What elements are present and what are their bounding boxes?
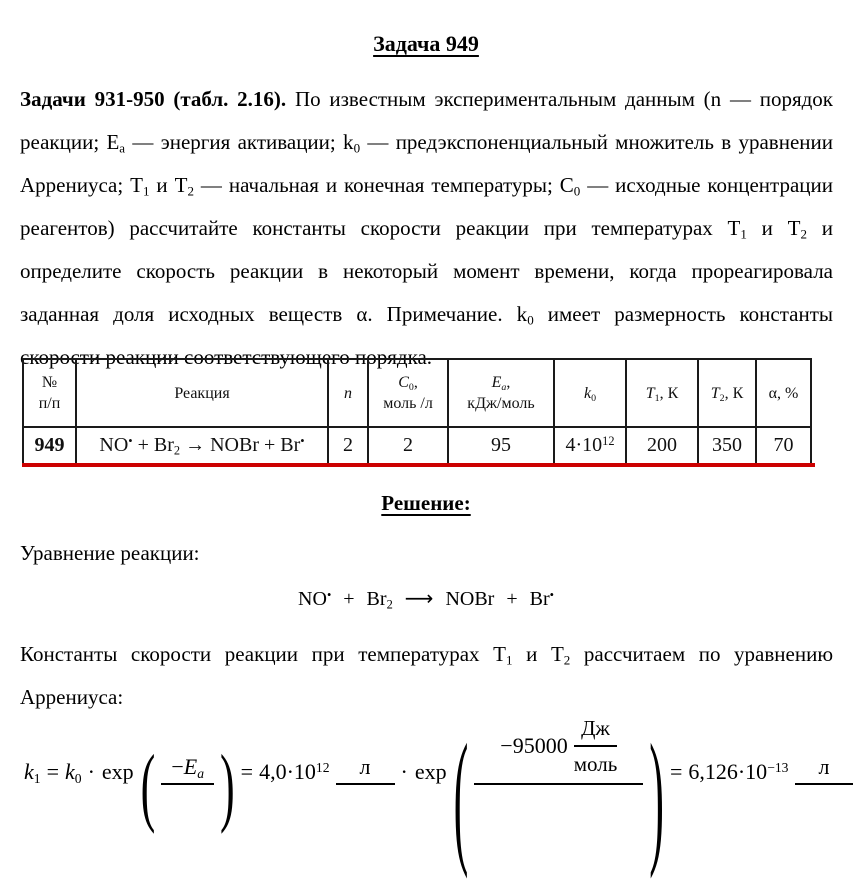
table-header-order: n [328,359,368,427]
table-header-number: № п/п [23,359,76,427]
energy-value: −95000 [500,733,567,759]
table-header-ea: Ea, кДж/моль [448,359,554,427]
problem-title: Задача 949 [0,31,852,57]
cell-number: 949 [23,427,76,464]
table-header-c0: $C_0$, моль /л [368,359,448,427]
table-header-k0: $k_0$ [554,359,626,427]
open-paren: ( [141,739,156,835]
close-paren: ) [220,739,235,835]
close-paren-2: ) [649,717,664,880]
table-header-alpha: α, % [756,359,811,427]
cell-order: 2 [328,427,368,464]
equation-label: Уравнение реакции: [20,541,200,566]
solution-heading: Решение: [0,491,852,516]
cell-t2: 350 [698,427,756,464]
table-header-t1: $T_1$, К [626,359,698,427]
formula-k1: $k_1$ [24,759,41,785]
exp-function-2: exp [415,759,447,785]
cell-c0: 2 [368,427,448,464]
arrhenius-formula [24,694,853,785]
fraction-exponent-argument [474,713,643,785]
table-header-row [23,359,811,427]
result-value: $6,126\cdot 10^{-13}$ [688,759,788,785]
fraction-activation-energy: −Ea [161,754,214,785]
table-header-reaction: Реакция [76,359,328,427]
intro-paragraph: Задачи 931-950 (табл. 2.16). По известным экспериментальным данным (n — порядок реакции; $E_a$ — энергия активации; $k_0$ — предэкспоненциальный множитель в уравнении Аррениуса; $Т_1$ и $Т_2$ — начальная и конечная температуры; $С_0$ — исходные концентрации реагентов) рассчитайте константы скорости реакции при температурах $Т_1$ и $Т_2$ и определите скорость реакции в некоторый момент времени, когда прореагировала заданная доля исходных веществ α. Примечание. $k_0$ имеет размерность константы скорости реакции соответствующего порядка. [20,78,833,379]
table-header-t2: $T_2$, К [698,359,756,427]
fraction-liters-unit: л [336,754,395,785]
open-paren-2: ( [454,717,469,880]
arrhenius-paragraph: Константы скорости реакции при температурах $Т_1$ и $Т_2$ рассчитаем по уравнению Аррениуса: [20,633,833,719]
preexponential-value: $4,0\cdot 10^{12}$ [259,759,329,785]
cell-alpha: 70 [756,427,811,464]
cell-reaction: $NO^• + Br_2$ → NOBr + Br• [76,427,328,464]
reaction-equation: $NO^• + Br_2$ ⟶ NOBr + Br• [0,586,852,611]
table-row [23,427,811,464]
exp-function: exp [102,759,134,785]
equals-sign-2: = [241,759,253,785]
red-underline-divider [22,463,815,467]
cell-k0: $4\cdot 10^{12}$ [554,427,626,464]
cell-ea: 95 [448,427,554,464]
cell-t1: 200 [626,427,698,464]
formula-k0: $k_0$ [65,759,82,785]
data-table [22,358,812,465]
nested-fraction-j-per-mol: Дж моль [574,713,618,779]
multiply-dot-2: · [401,759,408,785]
fraction-liters-unit-2: л [795,754,853,785]
equals-sign: = [47,759,59,785]
equals-sign-3: = [670,759,682,785]
multiply-dot: · [88,759,95,785]
